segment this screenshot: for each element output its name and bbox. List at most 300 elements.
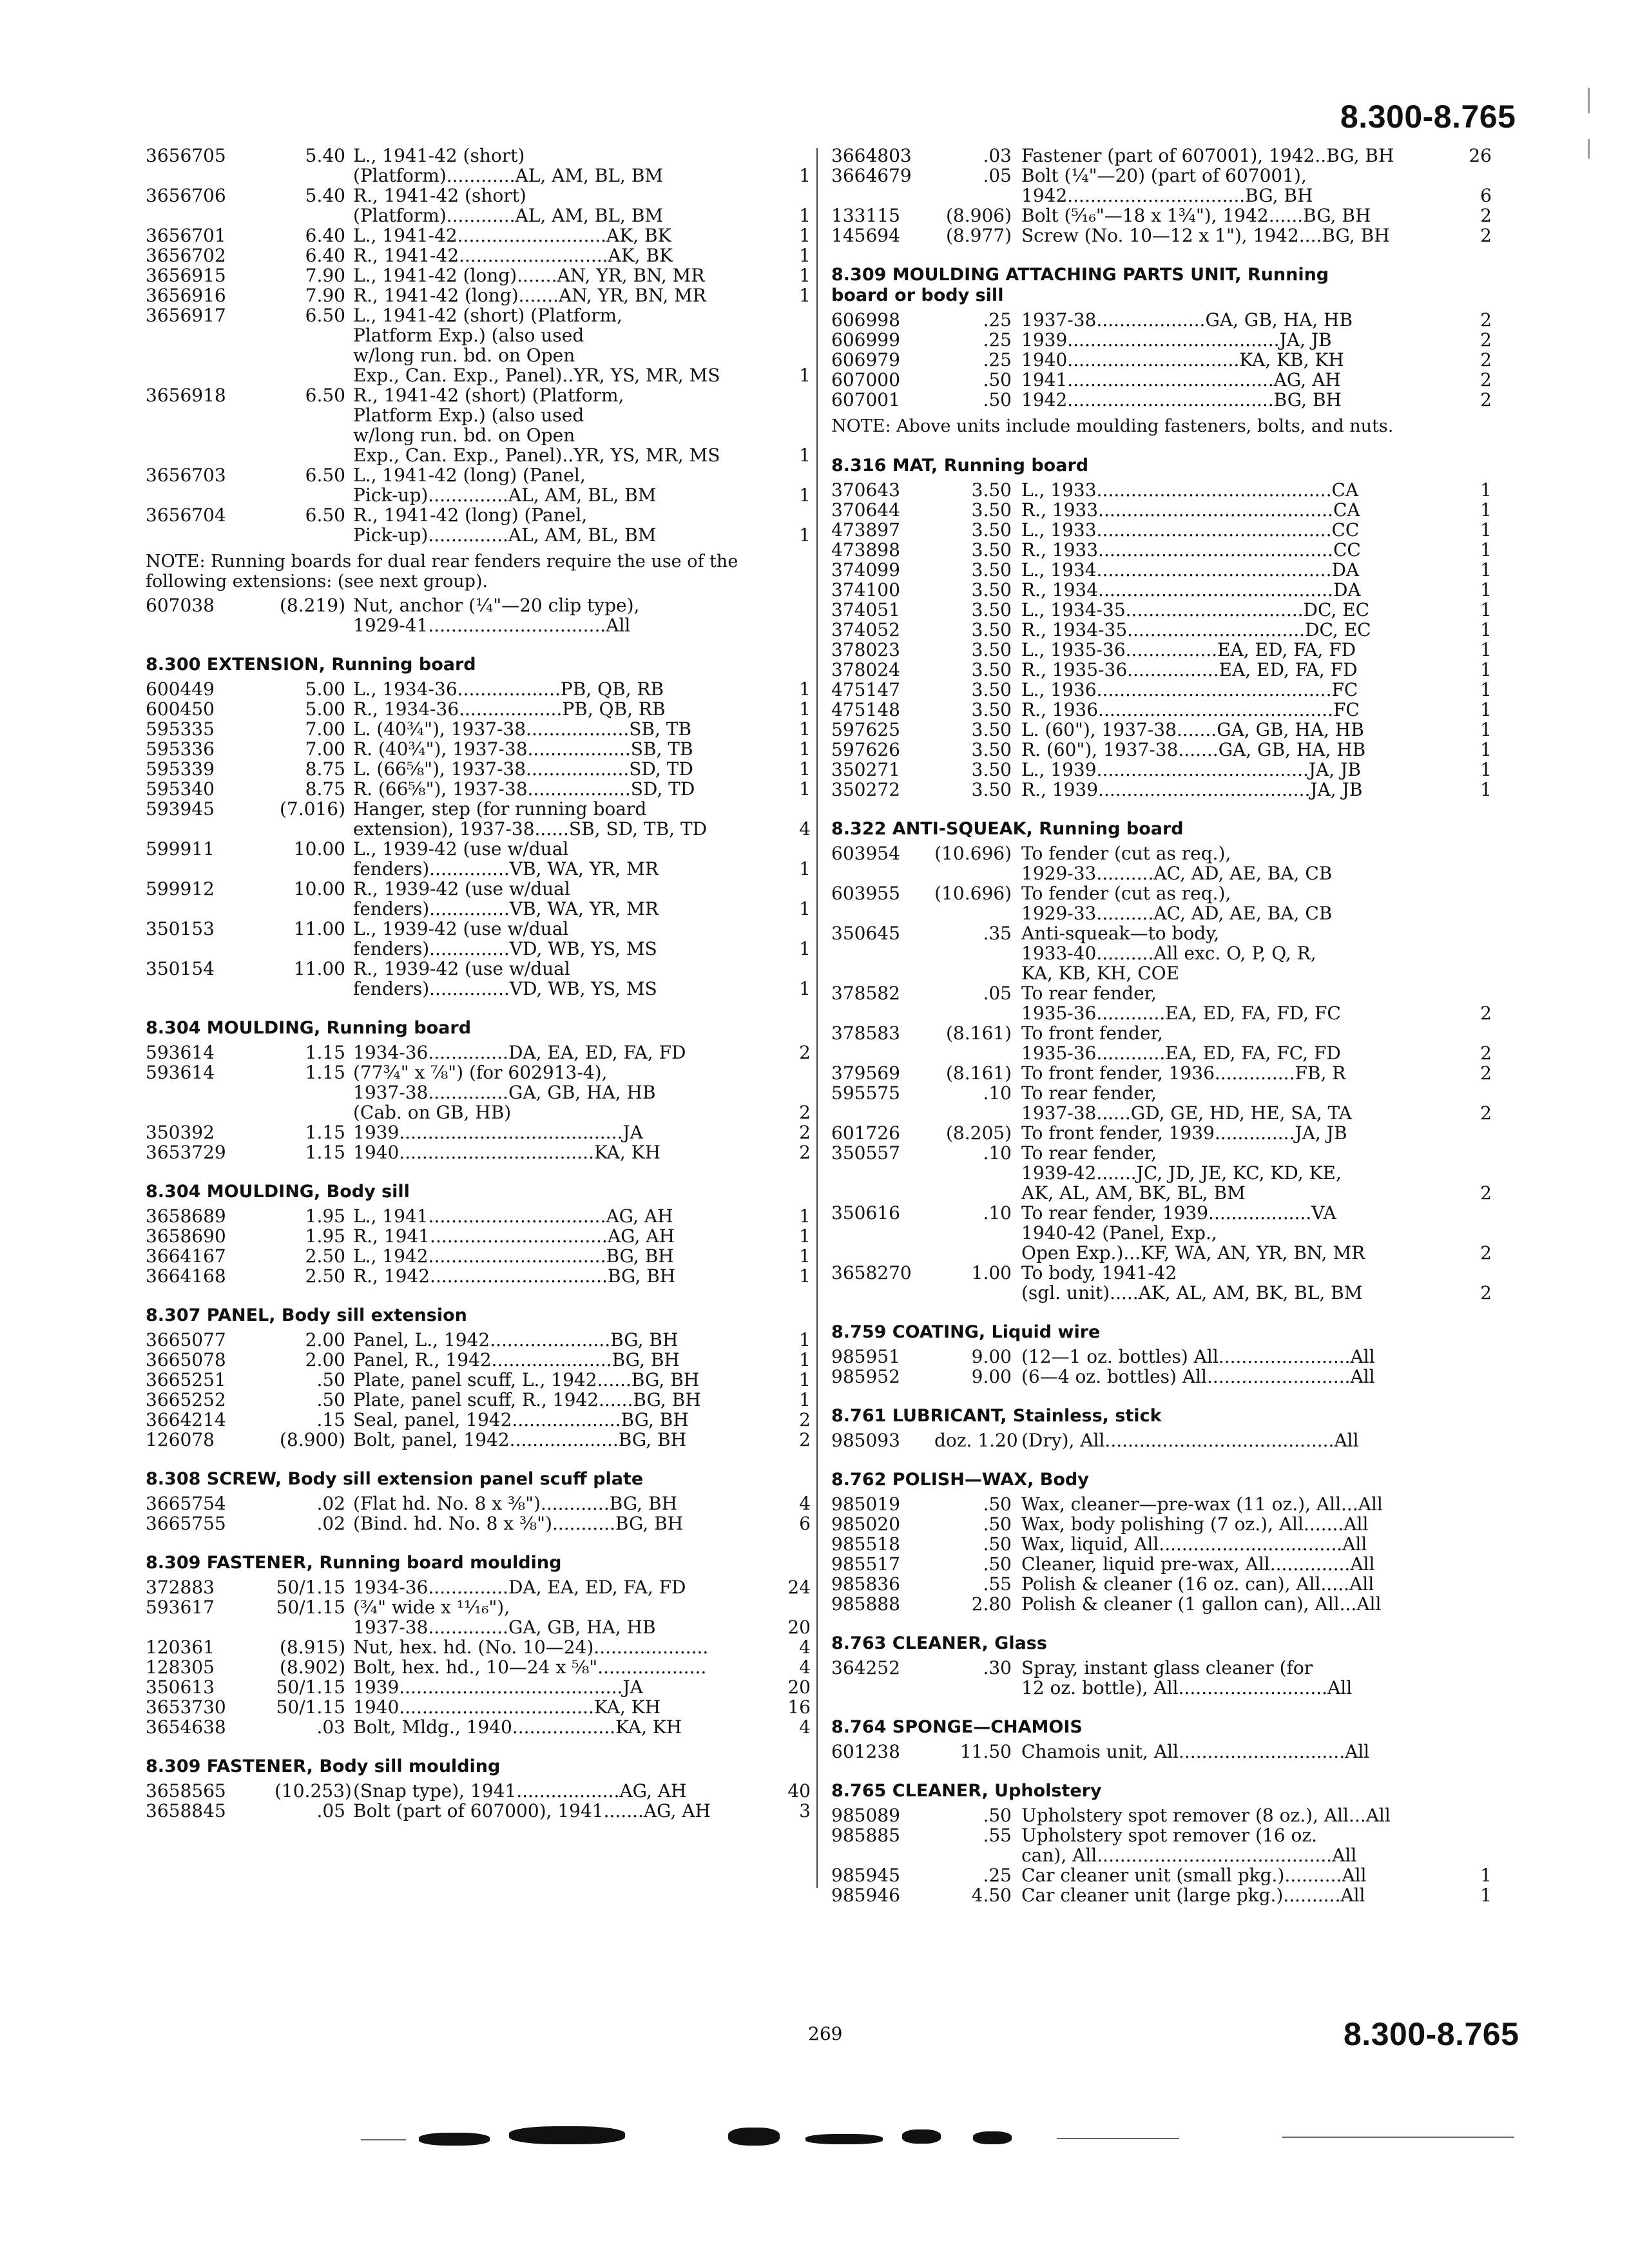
quantity: 1 (799, 718, 811, 740)
part-number: 985093 (831, 1430, 900, 1451)
scan-smudge (973, 2131, 1012, 2144)
part-number: 145694 (831, 225, 900, 246)
part-number: 3658270 (831, 1262, 912, 1283)
quantity: 2 (799, 1122, 811, 1143)
quantity: 1 (799, 738, 811, 760)
price-group: 5.40 (305, 185, 345, 206)
description: (Flat hd. No. 8 x ⅜")............BG, BH (353, 1493, 677, 1514)
quantity: 1 (1480, 559, 1492, 581)
part-row-3656702 (146, 245, 811, 265)
quantity: 1 (799, 1389, 811, 1410)
part-number: 3656701 (146, 225, 226, 246)
price-group: 2.00 (305, 1329, 345, 1350)
part-row-120361 (146, 1637, 811, 1657)
part-number: 350154 (146, 958, 215, 979)
part-number: 597625 (831, 719, 900, 740)
part-row-985945 (831, 1865, 1492, 1885)
section-heading: 8.765 CLEANER, Upholstery (831, 1781, 1102, 1801)
part-row-606999 (831, 330, 1492, 350)
part-number: 3665077 (146, 1329, 226, 1350)
part-number: 3656918 (146, 385, 226, 406)
left-column (146, 146, 811, 1821)
price-group: 1.15 (305, 1122, 345, 1143)
description: 1940..................................KA, KH (353, 1696, 661, 1718)
description: (Dry), All........................................All (1021, 1430, 1359, 1451)
page-number: 269 (808, 2023, 843, 2044)
scan-smudge (728, 2128, 780, 2146)
description: To rear fender, 1937-38......GD, GE, HD, HE, SA, TA (1021, 1082, 1352, 1124)
part-row-145694 (831, 226, 1492, 245)
description: Wax, body polishing (7 oz.), All.......All (1021, 1514, 1369, 1535)
price-group: 11.00 (293, 958, 345, 979)
description: L., 1941...............................AG, AH (353, 1206, 673, 1227)
quantity: 1 (799, 978, 811, 999)
part-number: 473898 (831, 539, 900, 561)
part-number: 3658845 (146, 1800, 226, 1821)
part-number: 350557 (831, 1142, 900, 1164)
price-group: .02 (316, 1493, 345, 1514)
part-row-350613 (146, 1677, 811, 1697)
price-group: 1.15 (305, 1142, 345, 1163)
quantity: 2 (799, 1429, 811, 1450)
part-number: 597626 (831, 739, 900, 760)
quantity: 1 (799, 445, 811, 466)
scan-smudge (509, 2126, 625, 2144)
part-number: 985089 (831, 1805, 900, 1826)
quantity: 2 (799, 1409, 811, 1430)
price-group: .10 (983, 1142, 1012, 1164)
description: Polish & cleaner (1 gallon can), All...All (1021, 1593, 1382, 1615)
part-number: 601238 (831, 1741, 900, 1762)
part-row-600450 (146, 699, 811, 719)
part-row-350645 (831, 923, 1492, 983)
part-number: 985517 (831, 1553, 900, 1575)
quantity: 40 (787, 1780, 811, 1802)
edge-mark (1588, 139, 1590, 159)
price-group: .50 (983, 1553, 1012, 1575)
part-number: 3658565 (146, 1780, 226, 1802)
part-row-985020 (831, 1514, 1492, 1534)
description: R., 1933.........................................CA (1021, 499, 1360, 521)
description: Bolt, hex. hd., 10—24 x ⅝"................... (353, 1657, 707, 1678)
price-group: .50 (316, 1389, 345, 1410)
part-number: 3656706 (146, 185, 226, 206)
price-group: doz. 1.20 (934, 1430, 1018, 1451)
quantity: 1 (799, 1329, 811, 1350)
price-group: (8.915) (279, 1637, 345, 1658)
part-row-3656918 (146, 385, 811, 465)
price-group: 50/1.15 (276, 1696, 345, 1718)
part-row-3656705 (146, 146, 811, 186)
part-row-473898 (831, 540, 1492, 560)
part-number: 3664168 (146, 1265, 226, 1287)
part-row-372883 (146, 1577, 811, 1597)
price-group: .25 (983, 309, 1012, 331)
part-row-985019 (831, 1494, 1492, 1514)
price-group: 3.50 (971, 539, 1012, 561)
part-number: 3654638 (146, 1716, 226, 1738)
right-column (831, 146, 1492, 1905)
price-group: 50/1.15 (276, 1577, 345, 1598)
description: L., 1939-42 (use w/dual fenders)..............VD, WB, YS, MS (353, 918, 657, 959)
description: 1934-36..............DA, EA, ED, FA, FD (353, 1042, 686, 1063)
description: (12—1 oz. bottles) All.......................All (1021, 1346, 1375, 1367)
quantity: 2 (1480, 225, 1492, 246)
price-group: 9.00 (971, 1366, 1012, 1387)
part-number: 3656705 (146, 145, 226, 166)
quantity: 24 (787, 1577, 811, 1598)
description: L. (40¾"), 1937-38..................SB, TB (353, 718, 692, 740)
price-group: .55 (983, 1825, 1012, 1846)
description: L., 1941-42 (short) (Platform, Platform Exp.) (also used w/long run. bd. on Open Exp., Can. Exp., Panel)..YR, YS, MR, MS (353, 305, 720, 386)
part-number: 475147 (831, 679, 900, 700)
part-number: 350271 (831, 759, 900, 780)
quantity: 16 (787, 1696, 811, 1718)
quantity: 1 (799, 678, 811, 700)
description: Anti-squeak—to body, 1933-40..........All exc. O, P, Q, R, KA, KB, KH, COE (1021, 923, 1316, 984)
price-group: (8.906) (945, 205, 1012, 226)
part-number: 595335 (146, 718, 215, 740)
description: R., 1939-42 (use w/dual fenders)..............VB, WA, YR, MR (353, 878, 659, 919)
description: R., 1934-35...............................DC, EC (1021, 619, 1371, 640)
part-number: 606998 (831, 309, 900, 331)
part-number: 3665252 (146, 1389, 226, 1410)
quantity: 2 (799, 1142, 811, 1163)
part-row-985952 (831, 1367, 1492, 1387)
quantity: 1 (799, 938, 811, 959)
part-number: 985945 (831, 1865, 900, 1886)
part-row-133115 (831, 206, 1492, 226)
quantity: 1 (1480, 579, 1492, 601)
part-row-601726 (831, 1123, 1492, 1143)
part-number: 599912 (146, 878, 215, 899)
section-heading: 8.762 POLISH—WAX, Body (831, 1470, 1089, 1490)
price-group: (8.161) (945, 1062, 1012, 1084)
quantity: 6 (1480, 185, 1492, 206)
part-row-603955 (831, 883, 1492, 923)
part-number: 378024 (831, 659, 900, 680)
price-group: 1.95 (305, 1206, 345, 1227)
description: L., 1941-42 (long).......AN, YR, BN, MR (353, 265, 705, 286)
description: Polish & cleaner (16 oz. can), All.....All (1021, 1573, 1374, 1595)
part-row-593614 (146, 1043, 811, 1062)
part-row-985951 (831, 1347, 1492, 1367)
part-number: 3665755 (146, 1513, 226, 1534)
part-number: 374099 (831, 559, 900, 581)
section-heading: 8.761 LUBRICANT, Stainless, stick (831, 1406, 1162, 1426)
description: R., 1936.........................................FC (1021, 699, 1360, 720)
price-group: 7.90 (305, 265, 345, 286)
price-group: 6.50 (305, 305, 345, 326)
part-row-473897 (831, 520, 1492, 540)
description: R., 1941-42 (long) (Panel, Pick-up)..............AL, AM, BL, BM (353, 505, 657, 546)
price-group: 2.80 (971, 1593, 1012, 1615)
description: Wax, liquid, All................................All (1021, 1533, 1367, 1555)
part-row-603954 (831, 843, 1492, 883)
description: Bolt (¼"—20) (part of 607001), 1942...............................BG, BH (1021, 165, 1313, 206)
part-row-370643 (831, 480, 1492, 500)
part-number: 3656702 (146, 245, 226, 266)
part-row-475147 (831, 680, 1492, 700)
quantity: 1 (799, 485, 811, 506)
price-group: 3.50 (971, 739, 1012, 760)
part-row-3658565 (146, 1781, 811, 1801)
price-group: 50/1.15 (276, 1597, 345, 1618)
part-row-607000 (831, 370, 1492, 390)
quantity: 1 (799, 758, 811, 780)
part-number: 133115 (831, 205, 900, 226)
description: L., 1934-35...............................DC, EC (1021, 599, 1370, 620)
part-number: 3664167 (146, 1245, 226, 1267)
part-row-606979 (831, 350, 1492, 370)
section-heading: 8.304 MOULDING, Body sill (146, 1182, 410, 1202)
part-number: 593614 (146, 1062, 215, 1083)
description: To rear fender, 1935-36............EA, ED, FA, FD, FC (1021, 983, 1341, 1024)
part-row-378582 (831, 983, 1492, 1023)
description: Hanger, step (for running board extension), 1937-38......SB, SD, TB, TD (353, 798, 708, 840)
price-group: 2.50 (305, 1265, 345, 1287)
part-number: 350392 (146, 1122, 215, 1143)
part-number: 370644 (831, 499, 900, 521)
quantity: 2 (1480, 1043, 1492, 1064)
part-row-985089 (831, 1805, 1492, 1825)
part-number: 3664214 (146, 1409, 226, 1430)
quantity: 1 (1480, 619, 1492, 640)
quantity: 2 (1480, 205, 1492, 226)
price-group: 1.15 (305, 1042, 345, 1063)
part-number: 985951 (831, 1346, 900, 1367)
description: 1941....................................AG, AH (1021, 369, 1341, 390)
price-group: (8.902) (279, 1657, 345, 1678)
part-row-3665077 (146, 1330, 811, 1350)
price-group: 6.40 (305, 225, 345, 246)
quantity: 2 (799, 1042, 811, 1063)
part-row-985518 (831, 1534, 1492, 1554)
description: (Snap type), 1941..................AG, AH (353, 1780, 687, 1802)
part-row-350153 (146, 919, 811, 959)
price-group: 3.50 (971, 639, 1012, 660)
price-group: 6.40 (305, 245, 345, 266)
part-number: 372883 (146, 1577, 215, 1598)
description: (77¾" x ⅞") (for 602913-4), 1937-38..............GA, GB, HA, HB (Cab. on GB, HB) (353, 1062, 656, 1123)
description: Spray, instant glass cleaner (for 12 oz. bottle), All..........................All (1021, 1657, 1353, 1698)
description: To fender (cut as req.), 1929-33..........AC, AD, AE, BA, CB (1021, 883, 1333, 924)
description: Panel, R., 1942.....................BG, BH (353, 1349, 680, 1370)
scan-line (1282, 2137, 1514, 2138)
section-heading: 8.300 EXTENSION, Running board (146, 655, 476, 675)
part-row-378023 (831, 640, 1492, 660)
part-number: 3656916 (146, 285, 226, 306)
quantity: 1 (1480, 739, 1492, 760)
part-number: 350272 (831, 779, 900, 800)
part-row-3664803 (831, 146, 1492, 166)
quantity: 6 (799, 1513, 811, 1534)
quantity: 2 (1480, 309, 1492, 331)
part-row-3656915 (146, 265, 811, 285)
section-heading: 8.309 MOULDING ATTACHING PARTS UNIT, Running board or body sill (831, 265, 1329, 305)
part-number: 3653729 (146, 1142, 226, 1163)
part-number: 350613 (146, 1677, 215, 1698)
price-group: .10 (983, 1202, 1012, 1224)
description: R., 1933.........................................CC (1021, 539, 1361, 561)
quantity: 1 (1480, 759, 1492, 780)
part-number: 378582 (831, 983, 900, 1004)
description: L., 1941-42 (short) (Platform)............AL, AM, BL, BM (353, 145, 664, 186)
description: Bolt, Mldg., 1940..................KA, KH (353, 1716, 682, 1738)
description: Bolt, panel, 1942...................BG, BH (353, 1429, 687, 1450)
part-number: 607001 (831, 389, 900, 410)
price-group: .35 (983, 923, 1012, 944)
price-group: (8.205) (945, 1122, 1012, 1144)
part-row-128305 (146, 1657, 811, 1677)
price-group: (10.253) (275, 1780, 352, 1802)
quantity: 2 (1480, 389, 1492, 410)
part-number: 593614 (146, 1042, 215, 1063)
description: To fender (cut as req.), 1929-33..........AC, AD, AE, BA, CB (1021, 843, 1333, 884)
part-row-3665755 (146, 1514, 811, 1533)
price-group: .05 (983, 165, 1012, 186)
description: Bolt (part of 607000), 1941.......AG, AH (353, 1800, 711, 1821)
price-group: .03 (983, 145, 1012, 166)
part-row-350154 (146, 959, 811, 999)
part-number: 595575 (831, 1082, 900, 1104)
price-group: 3.50 (971, 619, 1012, 640)
description: R., 1934.........................................DA (1021, 579, 1361, 601)
description: Chamois unit, All.............................All (1021, 1741, 1370, 1762)
description: R. (40¾"), 1937-38..................SB, TB (353, 738, 693, 760)
description: To body, 1941-42 (sgl. unit).....AK, AL, AM, BK, BL, BM (1021, 1262, 1363, 1303)
price-group: 3.50 (971, 559, 1012, 581)
part-row-126078 (146, 1430, 811, 1450)
part-number: 3658690 (146, 1225, 226, 1247)
part-row-595340 (146, 779, 811, 799)
part-number: 370643 (831, 479, 900, 501)
section-heading: 8.763 CLEANER, Glass (831, 1633, 1047, 1653)
quantity: 1 (1480, 479, 1492, 501)
quantity: 1 (799, 265, 811, 286)
quantity: 1 (799, 285, 811, 306)
price-group: 7.90 (305, 285, 345, 306)
description: L., 1941-42 (long) (Panel, Pick-up)..............AL, AM, BL, BM (353, 465, 657, 506)
part-number: 3656704 (146, 505, 226, 526)
part-number: 607038 (146, 595, 215, 616)
price-group: .25 (983, 329, 1012, 351)
section-heading: 8.316 MAT, Running board (831, 456, 1089, 476)
part-row-985517 (831, 1554, 1492, 1574)
description: Upholstery spot remover (8 oz.), All...All (1021, 1805, 1391, 1826)
quantity: 1 (799, 1206, 811, 1227)
part-number: 3656703 (146, 465, 226, 486)
quantity: 2 (1480, 1282, 1492, 1303)
part-row-350271 (831, 760, 1492, 780)
price-group: .05 (983, 983, 1012, 1004)
price-group: 3.50 (971, 519, 1012, 541)
part-row-593614 (146, 1062, 811, 1122)
part-row-3658845 (146, 1801, 811, 1821)
price-group: .50 (983, 389, 1012, 410)
quantity: 1 (799, 225, 811, 246)
part-number: 128305 (146, 1657, 215, 1678)
quantity: 1 (1480, 519, 1492, 541)
part-number: 595336 (146, 738, 215, 760)
part-number: 600450 (146, 698, 215, 720)
part-row-597626 (831, 740, 1492, 760)
description: (6—4 oz. bottles) All.........................All (1021, 1366, 1375, 1387)
description: Wax, cleaner—pre-wax (11 oz.), All...All (1021, 1494, 1383, 1515)
part-row-597625 (831, 720, 1492, 740)
price-group: 3.50 (971, 659, 1012, 680)
part-row-3658689 (146, 1206, 811, 1226)
part-row-3658690 (146, 1226, 811, 1246)
part-row-3656706 (146, 186, 811, 226)
description: 1939.....................................JA, JB (1021, 329, 1332, 351)
section-heading: 8.307 PANEL, Body sill extension (146, 1305, 467, 1325)
price-group: .02 (316, 1513, 345, 1534)
description: 1937-38...................GA, GB, HA, HB (1021, 309, 1353, 331)
part-row-601238 (831, 1742, 1492, 1762)
part-row-985093 (831, 1430, 1492, 1450)
part-number: 473897 (831, 519, 900, 541)
part-number: 985019 (831, 1494, 900, 1515)
description: R., 1934-36..................PB, QB, RB (353, 698, 666, 720)
description: 1940..............................KA, KB, KH (1021, 349, 1344, 370)
quantity: 2 (1480, 1062, 1492, 1084)
quantity: 1 (1480, 599, 1492, 620)
part-row-374099 (831, 560, 1492, 580)
quantity: 1 (1480, 779, 1492, 800)
description: Upholstery spot remover (16 oz. can), All.........................................All (1021, 1825, 1357, 1866)
quantity: 1 (799, 1245, 811, 1267)
part-number: 595340 (146, 778, 215, 800)
price-group: 1.00 (971, 1262, 1012, 1283)
part-row-595336 (146, 739, 811, 759)
quantity: 2 (1480, 1003, 1492, 1024)
part-number: 378583 (831, 1023, 900, 1044)
part-row-985836 (831, 1574, 1492, 1594)
scan-smudge (805, 2134, 883, 2144)
section-heading: 8.308 SCREW, Body sill extension panel scuff plate (146, 1469, 644, 1489)
part-number: 350645 (831, 923, 900, 944)
part-row-985946 (831, 1885, 1492, 1905)
section-heading: 8.304 MOULDING, Running board (146, 1018, 472, 1038)
part-row-3665252 (146, 1390, 811, 1410)
quantity: 1 (799, 524, 811, 546)
price-group: 3.50 (971, 699, 1012, 720)
description: R., 1942...............................BG, BH (353, 1265, 676, 1287)
quantity: 2 (1480, 329, 1492, 351)
price-group: 3.50 (971, 599, 1012, 620)
quantity: 1 (1480, 719, 1492, 740)
quantity: 4 (799, 1657, 811, 1678)
price-group: .50 (316, 1369, 345, 1390)
part-row-600449 (146, 679, 811, 699)
price-group: 6.50 (305, 465, 345, 486)
price-group: .15 (316, 1409, 345, 1430)
part-number: 985946 (831, 1885, 900, 1906)
description: 1942....................................BG, BH (1021, 389, 1342, 410)
description: R., 1939.....................................JA, JB (1021, 779, 1363, 800)
section-heading: 8.309 FASTENER, Body sill moulding (146, 1756, 501, 1776)
description: L., 1942...............................BG, BH (353, 1245, 674, 1267)
part-row-3658270 (831, 1263, 1492, 1303)
note-text: NOTE: Running boards for dual rear fenders require the use of the following extensions: (see next group). (146, 552, 738, 591)
part-row-350616 (831, 1203, 1492, 1263)
price-group: 3.50 (971, 579, 1012, 601)
description: L., 1939.....................................JA, JB (1021, 759, 1361, 780)
price-group: .25 (983, 1865, 1012, 1886)
description: Bolt (⁵⁄₁₆"—18 x 1¾"), 1942......BG, BH (1021, 205, 1371, 226)
part-row-370644 (831, 500, 1492, 520)
